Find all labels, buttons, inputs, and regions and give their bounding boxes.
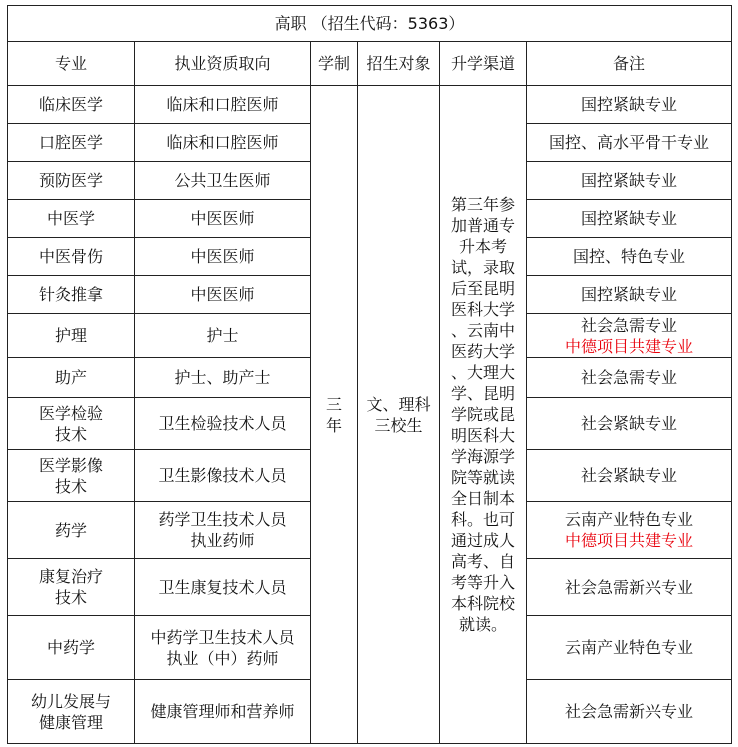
channel-line: 明医科大 xyxy=(450,426,515,445)
qualification-line: 卫生影像技术人员 xyxy=(158,466,287,485)
note-line: 社会急需专业 xyxy=(580,315,677,335)
qualification-line: 护士、助产士 xyxy=(174,368,271,387)
table-title: 高职 （招生代码：5363） xyxy=(8,6,732,42)
qualification-line: 临床和口腔医师 xyxy=(166,133,279,152)
major-cell xyxy=(8,162,135,200)
major-line: 药学 xyxy=(54,520,87,540)
table-row xyxy=(8,86,732,124)
major-cell xyxy=(8,680,135,744)
qualification-cell xyxy=(135,502,311,559)
major-line: 幼儿发展与 xyxy=(30,691,111,711)
qualification-line: 中药学卫生技术人员 xyxy=(150,627,295,647)
qualification-cell xyxy=(135,86,311,124)
channel-line: 学、昆明 xyxy=(450,384,515,403)
note-cell xyxy=(527,358,732,398)
major-line: 预防医学 xyxy=(38,171,103,190)
channel-line: 加普通专 xyxy=(450,216,515,235)
qualification-cell xyxy=(135,559,311,616)
major-cell xyxy=(8,86,135,124)
note-cell xyxy=(527,314,732,358)
note-cell xyxy=(527,450,732,502)
channel-line: 升本考 xyxy=(458,237,507,256)
major-cell xyxy=(8,398,135,450)
major-line: 技术 xyxy=(54,588,87,607)
channel-line: 学院或昆 xyxy=(450,405,515,424)
major-cell xyxy=(8,358,135,398)
major-line: 技术 xyxy=(54,476,87,496)
channel-line: 全日制本 xyxy=(450,489,515,508)
channel-line: 、大理大 xyxy=(450,363,515,382)
duration-cell xyxy=(311,86,358,744)
major-cell xyxy=(8,502,135,559)
major-line: 中医学 xyxy=(46,209,95,228)
note-line: 国控、高水平骨干专业 xyxy=(548,133,709,152)
header-major: 专业 xyxy=(8,42,135,86)
qualification-line: 健康管理师和营养师 xyxy=(150,702,295,721)
channel-cell xyxy=(440,86,527,744)
note-cell xyxy=(527,238,732,276)
note-line: 社会紧缺专业 xyxy=(580,414,677,433)
channel-line: 本科院校 xyxy=(450,594,515,613)
note-line: 国控、特色专业 xyxy=(572,247,685,266)
note-cell xyxy=(527,398,732,450)
channel-line: 医药大学 xyxy=(450,342,515,361)
major-line: 护理 xyxy=(54,326,87,345)
note-cell xyxy=(527,559,732,616)
major-cell xyxy=(8,314,135,358)
header-target: 招生对象 xyxy=(358,42,440,86)
qualification-cell xyxy=(135,162,311,200)
note-cell xyxy=(527,162,732,200)
major-cell xyxy=(8,450,135,502)
note-line: 国控紧缺专业 xyxy=(580,285,677,304)
qualification-cell xyxy=(135,124,311,162)
header-duration: 学制 xyxy=(311,42,358,86)
qualification-cell xyxy=(135,238,311,276)
major-line: 临床医学 xyxy=(38,95,103,114)
channel-line: 考等升入 xyxy=(450,573,515,592)
channel-line: 院等就读 xyxy=(450,468,515,487)
note-highlight: 中德项目共建专业 xyxy=(564,531,693,550)
note-cell xyxy=(527,680,732,744)
major-line: 中医骨伤 xyxy=(38,247,103,266)
qualification-line: 护士 xyxy=(206,326,239,345)
major-line: 健康管理 xyxy=(38,712,103,732)
note-line: 国控紧缺专业 xyxy=(580,171,677,190)
duration-line: 年 xyxy=(325,415,342,435)
qualification-cell xyxy=(135,314,311,358)
note-line: 国控紧缺专业 xyxy=(580,209,677,228)
note-cell xyxy=(527,200,732,238)
channel-line: 通过成人 xyxy=(450,531,515,550)
target-line: 三校生 xyxy=(374,415,423,435)
major-cell xyxy=(8,124,135,162)
note-line: 云南产业特色专业 xyxy=(564,510,693,529)
qualification-line: 执业药师 xyxy=(190,531,255,550)
qualification-cell xyxy=(135,398,311,450)
major-cell xyxy=(8,616,135,680)
channel-line: 第三年参 xyxy=(450,195,515,214)
major-cell xyxy=(8,276,135,314)
channel-line: 后至昆明 xyxy=(450,279,515,298)
target-line: 文、理科 xyxy=(366,394,431,414)
note-line: 社会紧缺专业 xyxy=(580,466,677,485)
target-cell xyxy=(358,86,440,744)
major-cell xyxy=(8,200,135,238)
qualification-cell xyxy=(135,680,311,744)
note-cell xyxy=(527,276,732,314)
qualification-line: 卫生康复技术人员 xyxy=(158,577,287,597)
major-line: 中药学 xyxy=(46,638,95,657)
channel-line: 高考、自 xyxy=(450,552,515,571)
header-row xyxy=(8,42,732,86)
qualification-line: 中医医师 xyxy=(190,285,255,304)
note-cell xyxy=(527,616,732,680)
note-line: 社会急需新兴专业 xyxy=(564,577,693,597)
qualification-line: 中医医师 xyxy=(190,247,255,266)
channel-line: 学海源学 xyxy=(450,447,515,466)
qualification-line: 公共卫生医师 xyxy=(174,171,271,190)
channel-line: 就读。 xyxy=(458,615,507,634)
qualification-cell xyxy=(135,450,311,502)
major-cell xyxy=(8,238,135,276)
note-line: 国控紧缺专业 xyxy=(580,95,677,114)
major-line: 口腔医学 xyxy=(38,133,103,152)
channel-line: 试，录取 xyxy=(450,258,515,277)
qualification-line: 药学卫生技术人员 xyxy=(158,510,287,529)
qualification-line: 卫生检验技术人员 xyxy=(158,414,287,433)
channel-line: 医科大学 xyxy=(450,300,515,319)
qualification-cell xyxy=(135,276,311,314)
major-line: 医学影像 xyxy=(38,455,103,475)
major-line: 康复治疗 xyxy=(38,567,103,586)
header-channel: 升学渠道 xyxy=(440,42,527,86)
header-note: 备注 xyxy=(527,42,732,86)
qualification-line: 临床和口腔医师 xyxy=(166,95,279,114)
channel-line: 、云南中 xyxy=(450,321,515,340)
note-line: 社会急需新兴专业 xyxy=(564,702,693,721)
channel-line: 科。也可 xyxy=(450,510,515,529)
qualification-cell xyxy=(135,616,311,680)
major-line: 助产 xyxy=(54,368,87,387)
note-cell xyxy=(527,502,732,559)
major-line: 医学检验 xyxy=(38,403,103,423)
note-highlight: 中德项目共建专业 xyxy=(564,336,693,356)
header-qualification: 执业资质取向 xyxy=(135,42,311,86)
note-line: 社会急需专业 xyxy=(580,368,677,387)
qualification-cell xyxy=(135,358,311,398)
qualification-line: 执业（中）药师 xyxy=(166,648,279,668)
major-cell xyxy=(8,559,135,616)
duration-line: 三 xyxy=(325,394,342,414)
note-cell xyxy=(527,124,732,162)
note-line: 云南产业特色专业 xyxy=(564,638,693,657)
qualification-cell xyxy=(135,200,311,238)
major-line: 针灸推拿 xyxy=(38,285,103,304)
qualification-line: 中医医师 xyxy=(190,209,255,228)
note-cell xyxy=(527,86,732,124)
enrollment-table xyxy=(7,5,732,744)
major-line: 技术 xyxy=(54,424,87,444)
